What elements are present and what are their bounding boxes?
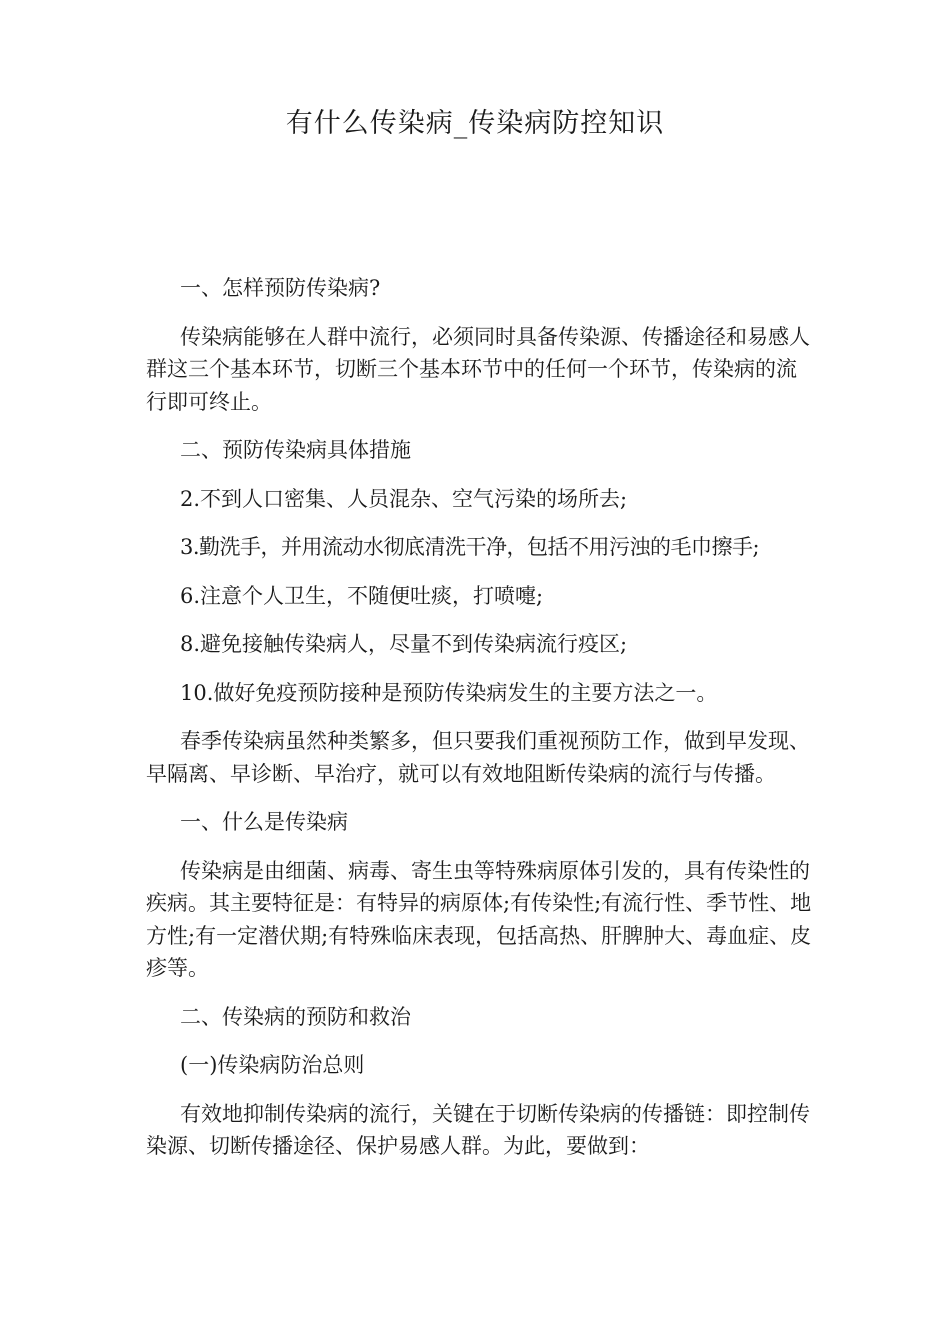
body-paragraph: 春季传染病虽然种类繁多，但只要我们重视预防工作，做到早发现、早隔离、早诊断、早治疗，就可以有效地阻断传染病的流行与传播。 [146,729,810,786]
section-heading: 二、传染病的预防和救治 [180,1004,411,1029]
body-paragraph: 有效地抑制传染病的流行，关键在于切断传染病的传播链：即控制传染源、切断传播途径、保护易感人群。为此，要做到： [146,1101,810,1158]
document-title: 有什么传染病_传染病防控知识 [285,108,665,139]
body-paragraph: 传染病是由细菌、病毒、寄生虫等特殊病原体引发的，具有传染性的疾病。其主要特征是：有特异的病原体;有传染性;有流行性、季节性、地方性;有一定潜伏期;有特殊临床表现，包括高热、肝脾肿大、毒血症、皮疹等。 [146,858,812,980]
section-heading: 一、什么是传染病 [180,810,348,834]
section-heading: 二、预防传染病具体措施 [180,438,411,462]
subsection-heading: (一)传染病防治总则 [180,1053,365,1077]
section-heading: 一、怎样预防传染病? [180,276,381,300]
list-item: 2.不到人口密集、人员混杂、空气污染的场所去; [180,486,628,511]
body-paragraph: 传染病能够在人群中流行，必须同时具备传染源、传播途径和易感人群这三个基本环节，切断三个基本环节中的任何一个环节，传染病的流行即可终止。 [146,324,810,414]
list-item: 8.避免接触传染病人，尽量不到传染病流行疫区; [180,632,628,656]
document-body [146,272,816,1179]
list-item: 3.勤洗手，并用流动水彻底清洗干净，包括不用污浊的毛巾擦手; [180,535,760,559]
list-item: 10.做好免疫预防接种是预防传染病发生的主要方法之一。 [180,680,718,705]
list-item: 6.注意个人卫生，不随便吐痰，打喷嚏; [180,583,544,608]
